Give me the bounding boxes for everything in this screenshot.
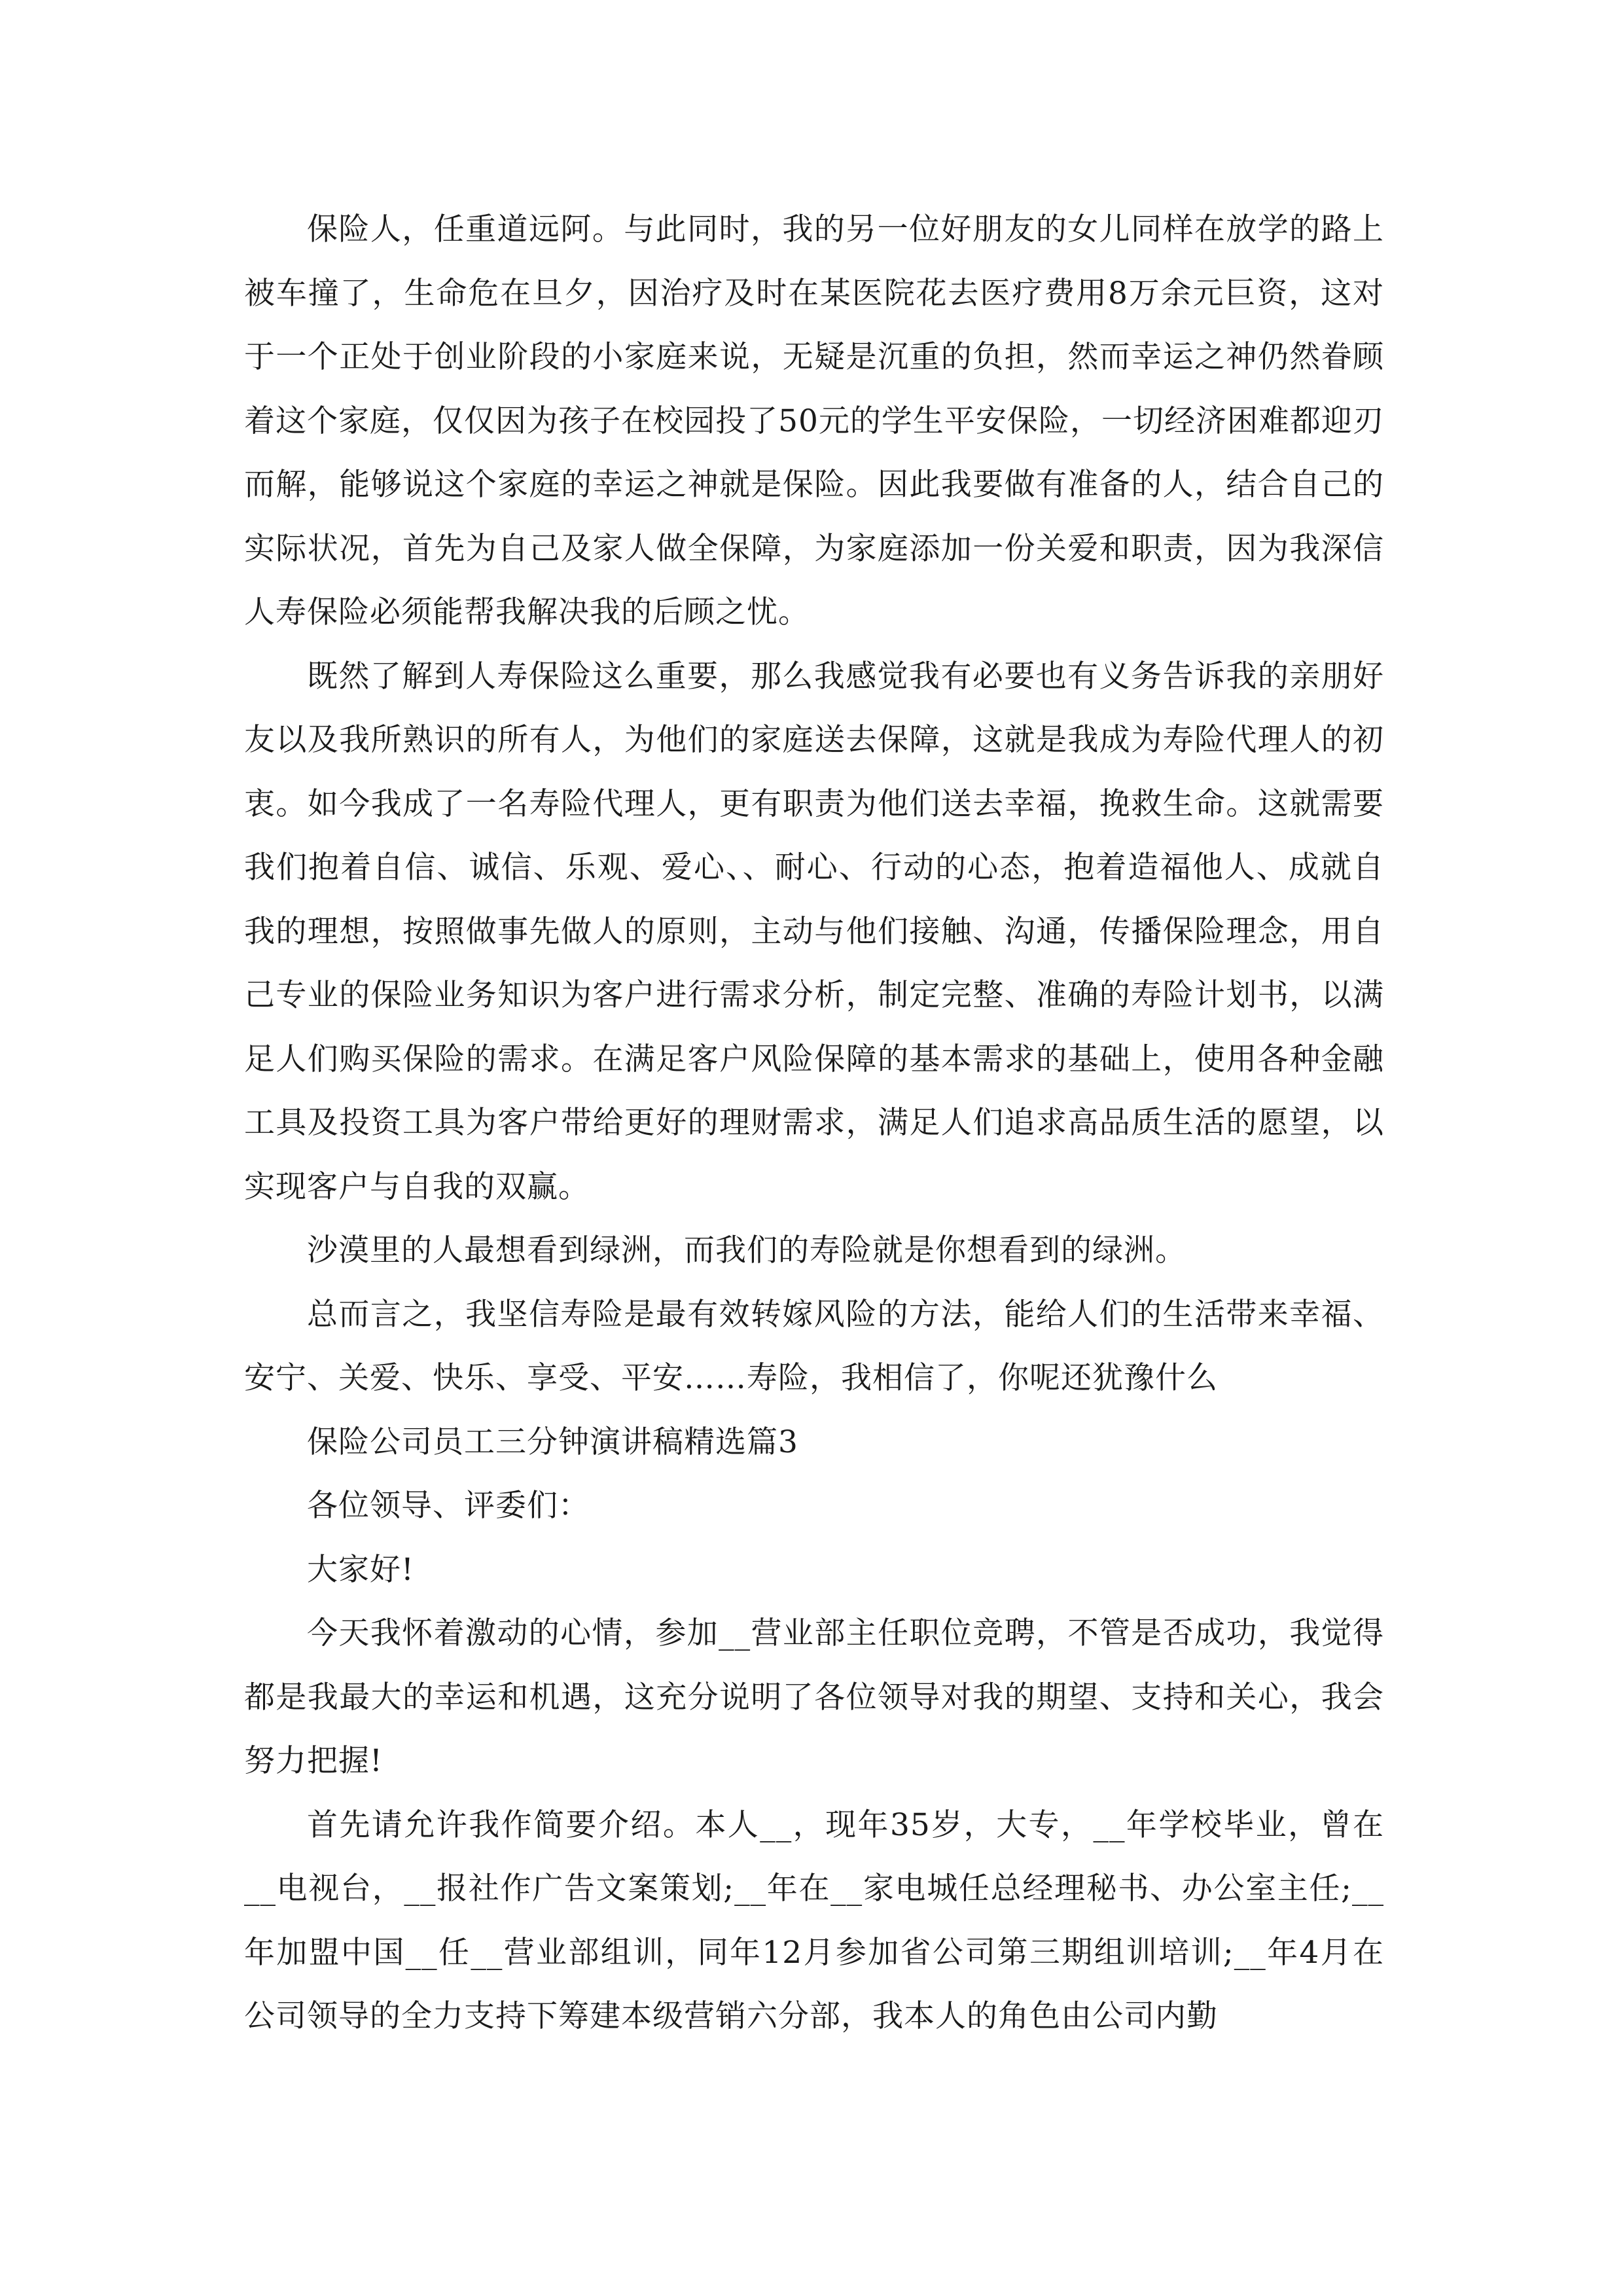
paragraph-agent-motivation: 既然了解到人寿保险这么重要，那么我感觉我有必要也有义务告诉我的亲朋好友以及我所熟识的所有人，为他们的家庭送去保障，这就是我成为寿险代理人的初衷。如今我成了一名寿险代理人，更有职责为他们送去幸福，挽救生命。这就需要我们抱着自信、诚信、乐观、爱心、、耐心、行动的心态，抱着造福他人、成就自我的理想，按照做事先做人的原则，主动与他们接触、沟通，传播保险理念，用自己专业的保险业务知识为客户进行需求分析，制定完整、准确的寿险计划书，以满足人们购买保险的需求。在满足客户风险保障的基本需求的基础上，使用各种金融工具及投资工具为客户带给更好的理财需求，满足人们追求高品质生活的愿望，以实现客户与自我的双赢。 — [244, 658, 1384, 1205]
paragraph-oasis: 沙漠里的人最想看到绿洲，而我们的寿险就是你想看到的绿洲。 — [307, 1232, 1186, 1268]
section-heading: 保险公司员工三分钟演讲稿精选篇3 — [307, 1424, 798, 1460]
greeting: 大家好! — [307, 1551, 414, 1588]
paragraph-self-introduction: 首先请允许我作简要介绍。本人__，现年35岁，大专，__年学校毕业，曾在__电视台，__报社作广告文案策划;__年在__家电城任总经理秘书、办公室主任;__年加盟中国__任__营业部组训，同年12月参加省公司第三期组训培训;__年4月在公司领导的全力支持下筹建本级营销六分部，我本人的角色由公司内勤 — [244, 1806, 1384, 2034]
paragraph-intro: 今天我怀着激动的心情，参加__营业部主任职位竞聘，不管是否成功，我觉得都是我最大的幸运和机遇，这充分说明了各位领导对我的期望、支持和关心，我会努力把握! — [244, 1615, 1384, 1779]
paragraph-conclusion: 总而言之，我坚信寿险是最有效转嫁风险的方法，能给人们的生活带来幸福、安宁、关爱、快乐、享受、平安……寿险，我相信了，你呢还犹豫什么 — [244, 1296, 1384, 1396]
salutation: 各位领导、评委们： — [307, 1488, 590, 1524]
paragraph-insurance-story: 保险人，任重道远阿。与此同时，我的另一位好朋友的女儿同样在放学的路上被车撞了，生命危在旦夕，因治疗及时在某医院花去医疗费用8万余元巨资，这对于一个正处于创业阶段的小家庭来说，无疑是沉重的负担，然而幸运之神仍然眷顾着这个家庭，仅仅因为孩子在校园投了50元的学生平安保险，一切经济困难都迎刃而解，能够说这个家庭的幸运之神就是保险。因此我要做有准备的人，结合自己的实际状况，首先为自己及家人做全保障，为家庭添加一份关爱和职责，因为我深信人寿保险必须能帮我解决我的后顾之忧。 — [244, 211, 1384, 630]
document-body — [244, 198, 1384, 2049]
